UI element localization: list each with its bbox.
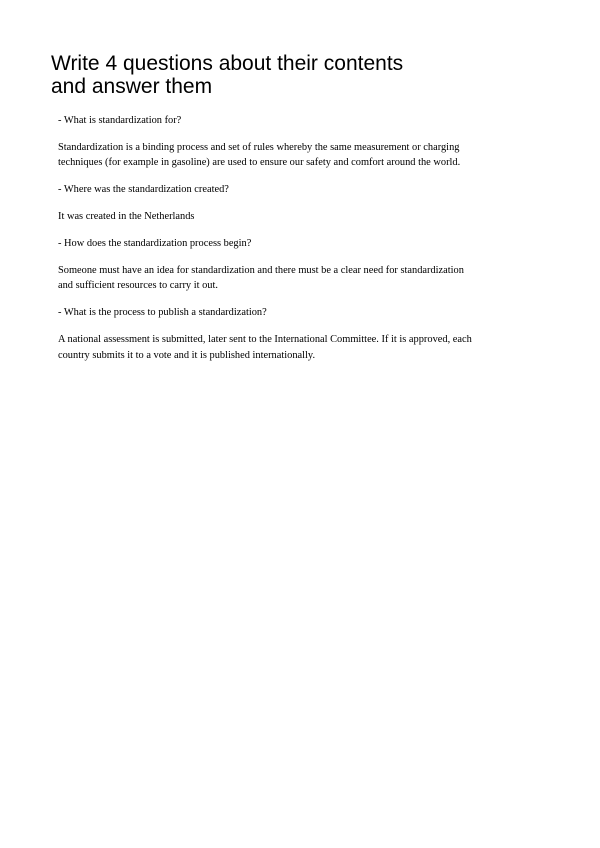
answer-4: A national assessment is submitted, later sent to the International Committee. If it is approved, each country submits it to a vote and it is published internationally. [58,334,472,361]
document-body [58,113,548,374]
answer-2: It was created in the Netherlands [58,211,195,223]
question-2: - Where was the standardization created? [58,184,229,196]
document-title: Write 4 questions about their contents and answer them [51,52,404,98]
question-3: - How does the standardization process begin? [58,238,252,250]
question-4: - What is the process to publish a standardization? [58,307,267,319]
answer-3: Someone must have an idea for standardization and there must be a clear need for standardization and sufficient resources to carry it out. [58,264,464,292]
question-1: - What is standardization for? [58,115,182,126]
answer-1: Standardization is a binding process and set of rules whereby the same measurement or charging techniques (for example in gasoline) are used to ensure our safety and comfort around the world. [58,141,461,169]
